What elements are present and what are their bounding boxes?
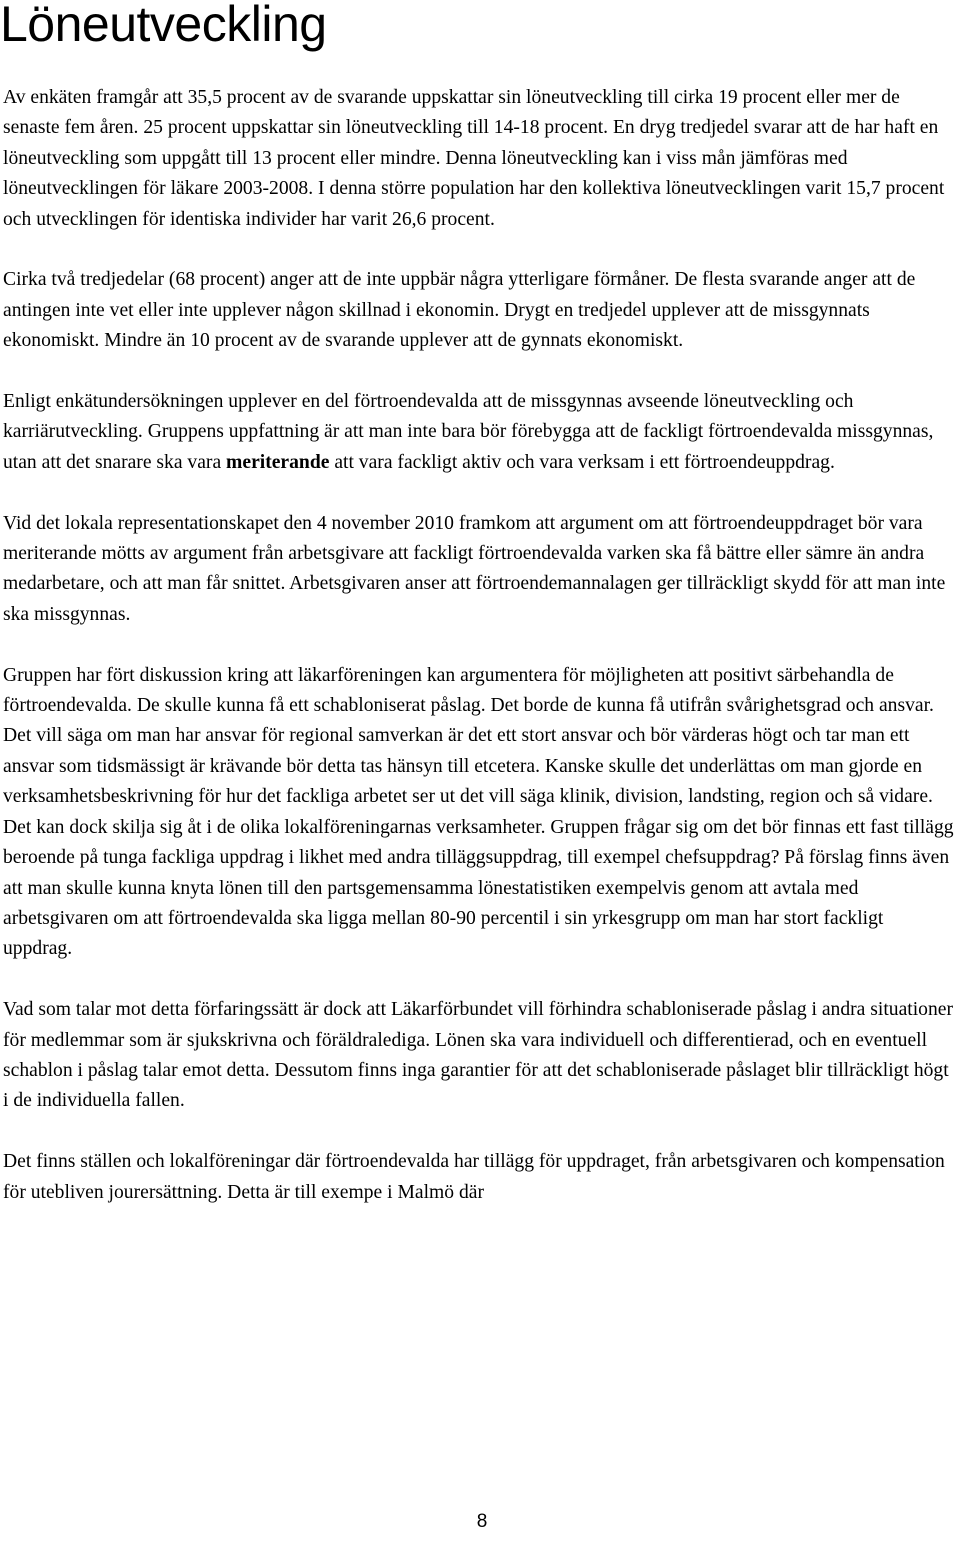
document-body	[3, 83, 957, 1208]
paragraph-salary-survey: Av enkäten framgår att 35,5 procent av de svarande uppskattar sin löneutveckling till cirka 19 procent eller mer de senaste fem åren. 25 procent uppskattar sin löneutveckling till 14-18 procent. En dryg tredjedel svarar att de har haft en löneutveckling som uppgått till 13 procent eller mindre. Denna löneutveckling kan i viss mån jämföras med löneutvecklingen för läkare 2003-2008. I denna större population har den kollektiva löneutvecklingen varit 15,7 procent och utvecklingen för identiska individer har varit 26,6 procent.	[3, 87, 945, 230]
paragraph-merit	[3, 387, 957, 478]
paragraph-benefits: Cirka två tredjedelar (68 procent) anger att de inte uppbär några ytterligare förmåner. De flesta svarande anger att de antingen inte vet eller inte upplever någon skillnad i ekonomin. Drygt en tredjedel upplever att de missgynnats ekonomiskt. Mindre än 10 procent av de svarande upplever att de gynnats ekonomiskt.	[3, 269, 916, 352]
paragraph-merit-end: att vara fackligt aktiv och vara verksam i ett förtroendeuppdrag.	[329, 451, 835, 473]
paragraph-merit-start: Enligt enkätundersökningen upplever en del förtroendevalda att de missgynnas avseende löneutveckling och karriärutveckling. Gruppens uppfattning är att man inte bara bör förebygga att de fackligt förtroendevalda missgynnas, utan att det snarare ska vara	[3, 391, 934, 473]
emphasis-meriterande: meriterande	[226, 451, 330, 473]
section-heading: Löneutveckling	[0, 0, 327, 52]
paragraph-counterargument: Vad som talar mot detta förfaringssätt är dock att Läkarförbundet vill förhindra schabloniserade påslag i andra situationer för medlemmar som är sjukskrivna och föräldralediga. Lönen ska vara individuell och differentierad, och en eventuell schablon i påslag talar emot detta. Dessutom finns inga garantier för att det schabloniserade påslaget blir tillräckligt högt i de individuella fallen.	[3, 999, 953, 1112]
paragraph-group-discussion: Gruppen har fört diskussion kring att läkarföreningen kan argumentera för möjligheten att positivt särbehandla de förtroendevalda. De skulle kunna få ett schabloniserat påslag. Det borde de kunna få utifrån svårighetsgrad och ansvar. Det vill säga om man har ansvar för regional samverkan är det ett stort ansvar och bör värderas högt och tar man ett ansvar som tidsmässigt är krävande bör detta tas hänsyn till etcetera. Kanske skulle det underlättas om man gjorde en verksamhetsbeskrivning för hur det fackliga arbetet ser ut det vill säga klinik, division, landsting, region och så vidare. Det kan dock skilja sig åt i de olika lokalföreningarnas verksamheter. Gruppen frågar sig om det bör finnas ett fast tillägg beroende på tunga fackliga uppdrag i likhet med andra tilläggsuppdrag, till exempel chefsuppdrag? På förslag finns även att man skulle kunna knyta lönen till den partsgemensamma lönestatistiken exempelvis genom att avtala med arbetsgivaren om att förtroendevalda ska ligga mellan 80-90 percentil i sin yrkesgrupp om man har stort fackligt uppdrag.	[3, 664, 954, 960]
page-number: 8	[476, 1511, 488, 1532]
paragraph-local-supplements: Det finns ställen och lokalföreningar där förtroendevalda har tillägg för uppdraget, från arbetsgivaren och kompensation för utebliven jourersättning. Detta är till exempe i Malmö där	[3, 1151, 945, 1203]
paragraph-local-representation: Vid det lokala representationskapet den 4 november 2010 framkom att argument om att förtroendeuppdraget bör vara meriterande mötts av argument från arbetsgivare att fackligt förtroendevalda varken ska få bättre eller sämre än andra medarbetare, och att man får snittet. Arbetsgivaren anser att förtroendemannalagen ger tillräckligt skydd för att man inte ska missgynnas.	[3, 512, 946, 625]
